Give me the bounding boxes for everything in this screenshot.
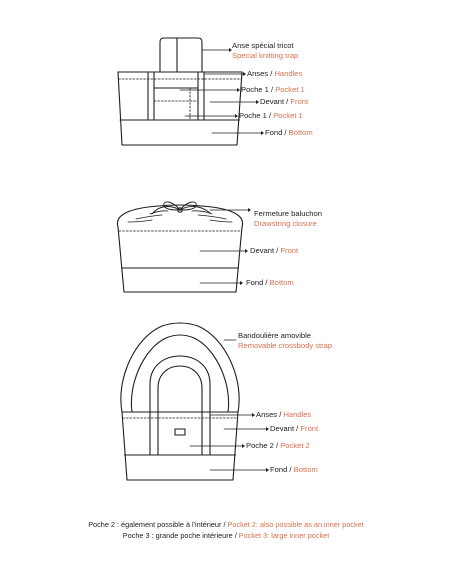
label-en: Front (300, 424, 319, 433)
label-fr: Anse spécial tricot (232, 41, 294, 50)
label-crossbody-strap (238, 331, 332, 350)
label-separator: / (277, 410, 284, 419)
knitting-strap (160, 38, 202, 72)
label-separator: / (221, 520, 228, 529)
label-fr: Anses (247, 69, 269, 78)
label-bottom (246, 278, 294, 288)
label-knitting-strap (232, 41, 298, 60)
label-en: Front (280, 246, 299, 255)
diagram2-leader-lines (200, 210, 248, 283)
label-en: Handles (283, 410, 312, 419)
label-drawstring-closure (254, 209, 322, 228)
footnote-pocket2 (0, 520, 452, 530)
label-pocket1-bottom (239, 111, 303, 121)
crossbody-handle-outer (150, 356, 210, 455)
label-en: Pocket 1 (275, 85, 305, 94)
label-bottom (265, 128, 313, 138)
label-separator: / (232, 531, 239, 540)
label-fr: Fond (265, 128, 283, 137)
drawstring-body-outline (118, 227, 242, 292)
footnote-en: Pocket 3: large inner pocket (238, 531, 330, 540)
label-en: Handles (274, 69, 303, 78)
label-separator: / (273, 441, 281, 450)
footnote-en: Pocket 2: also possible as an inner pocket (227, 520, 364, 529)
label-fr: Devant (260, 97, 285, 106)
label-fr: Bandoulière amovible (238, 331, 312, 340)
label-en: Bottom (288, 128, 313, 137)
label-front (250, 246, 298, 256)
label-fr: Poche 1 (241, 85, 269, 94)
label-en: Drawstring closure (254, 218, 317, 228)
label-fr: Fond (246, 278, 264, 287)
label-fr: Devant (250, 246, 275, 255)
crossbody-tote-drawing (121, 323, 239, 480)
label-separator: / (266, 111, 274, 120)
label-en: Pocket 2 (280, 441, 310, 450)
label-pocket2 (246, 441, 310, 451)
label-separator: / (263, 278, 270, 287)
tote-body-outline (118, 72, 242, 145)
label-separator: / (294, 424, 301, 433)
label-fr: Fond (270, 465, 288, 474)
label-en: Front (290, 97, 309, 106)
label-fr: Devant (270, 424, 295, 433)
footnote-pocket3 (0, 531, 452, 541)
label-front (260, 97, 308, 107)
label-bottom (270, 465, 318, 475)
label-separator: / (284, 97, 291, 106)
label-pocket1-top (241, 85, 305, 95)
label-separator: / (287, 465, 294, 474)
footnote-fr: Poche 3 : grande poche intérieure (122, 531, 233, 540)
crossbody-handle-inner (158, 366, 202, 455)
label-fr: Fermeture baluchon (254, 209, 322, 218)
pocket2-label-tab (175, 429, 185, 435)
tote-bag-drawing (118, 38, 242, 145)
crossbody-strap-outer (121, 323, 239, 412)
label-en: Bottom (293, 465, 318, 474)
label-separator: / (268, 69, 275, 78)
diagram3-leader-lines (190, 340, 266, 470)
footnote-fr: Poche 2 : également possible à l'intérieur (88, 520, 222, 529)
label-en: Removable crossbody strap (238, 340, 333, 350)
label-fr: Anses (256, 410, 278, 419)
label-handles (256, 410, 311, 420)
label-separator: / (282, 128, 289, 137)
label-en: Pocket 1 (273, 111, 303, 120)
label-separator: / (268, 85, 276, 94)
label-handles (247, 69, 302, 79)
drawstring-bag-drawing (117, 202, 242, 292)
label-separator: / (274, 246, 281, 255)
label-en: Special knitting trap (232, 50, 299, 60)
crossbody-strap-inner (131, 335, 228, 412)
label-front (270, 424, 318, 434)
label-en: Bottom (269, 278, 294, 287)
label-fr: Poche 1 (239, 111, 267, 120)
label-fr: Poche 2 (246, 441, 274, 450)
drawstring-bow (164, 202, 197, 210)
